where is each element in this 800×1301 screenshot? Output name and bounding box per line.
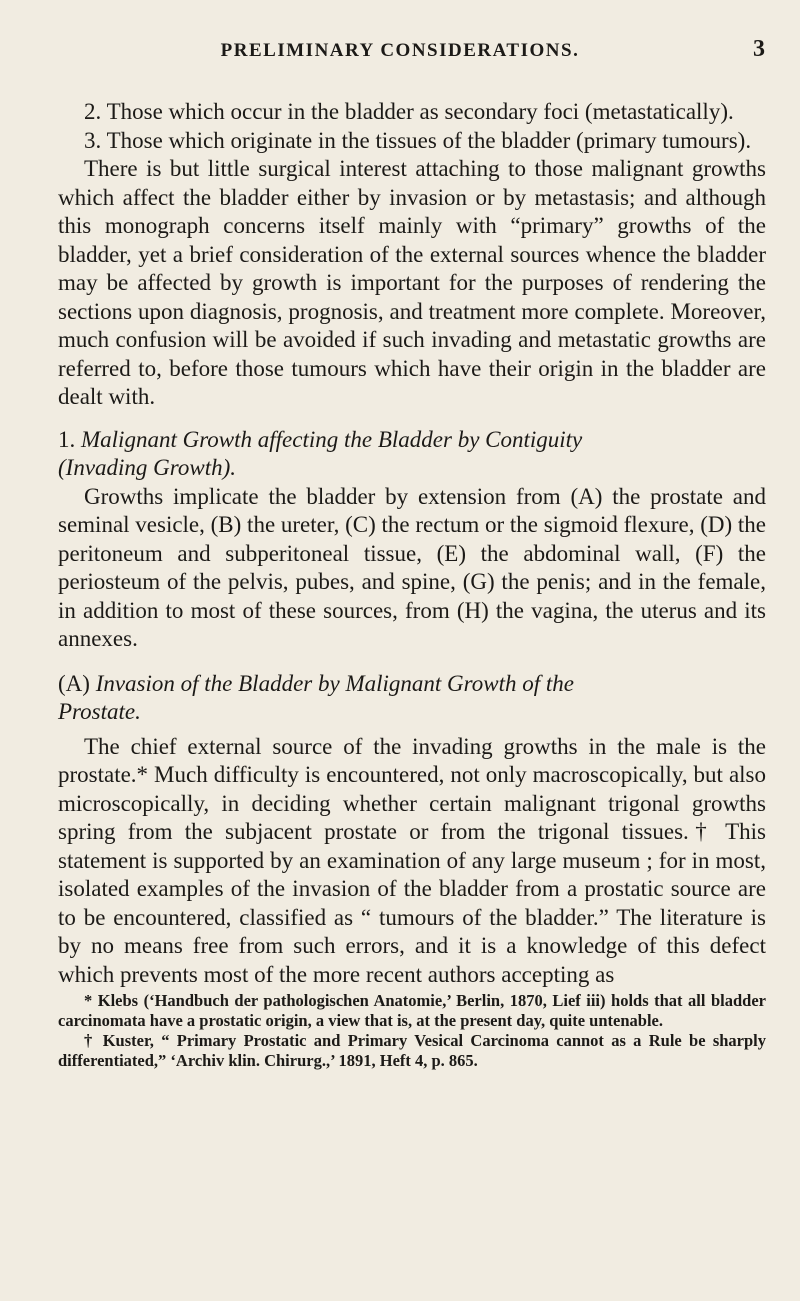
list-item: 3. Those which originate in the tissues of the bladder (primary tumours). xyxy=(84,127,752,153)
paragraph-sources: Growths implicate the bladder by extension from (A) the prostate and seminal vesicle, (B) the ureter, (C) the rectum or the sigmoid flexure, (D) the peritoneum and subperitoneal tissue, (E) the abdominal wall, (F) the periosteum of the pelvis, pubes, and spine, (G) the penis; and in the female, in addition to most of these sources, from (H) the vagina, the uterus and its annexes. xyxy=(58,483,767,651)
footnote: † Kuster, “ Primary Prostatic and Primary Vesical Carcinoma cannot as a Rule be sharply differentiated,” ‘Archiv klin. Chirurg.,’ 1891, Heft 4, p. 865. xyxy=(58,1031,766,1070)
section-heading-2-subtitle: Prostate. xyxy=(58,699,141,724)
section-heading-1 xyxy=(58,426,766,483)
section-heading-1-subtitle: (Invading Growth). xyxy=(58,455,237,480)
section-heading-1-title: Malignant Growth affecting the Bladder by Contiguity xyxy=(81,426,583,452)
footnote: * Klebs (‘Handbuch der pathologischen Anatomie,’ Berlin, 1870, Lief iii) holds that all bladder carcinomata have a prostatic origin, a view that is, at the present day, quite untenable. xyxy=(58,991,766,1030)
paragraph-intro: There is but little surgical interest attaching to those malignant growths which affect the bladder either by invasion or by metastasis; and although this monograph concerns itself mainly with “primary” growths of the bladder, yet a brief consideration of the external sources whence the bladder may be affected by growth is important for the purposes of rendering the sections upon diagnosis, prognosis, and treatment more complete. Moreover, much confusion will be avoided if such invading and metastatic growths are referred to, before those tumours which have their origin in the bladder are dealt with. xyxy=(58,156,766,409)
page-body xyxy=(58,98,766,1071)
section-heading-2-label: (A) xyxy=(58,670,90,696)
page-number: 3 xyxy=(753,36,765,62)
section-heading-2 xyxy=(58,670,766,727)
paragraph-prostate: The chief external source of the invading growths in the male is the prostate.* Much difficulty is encountered, not only macroscopically, but also microscopically, in deciding whether certain malignant trigonal growths spring from the subjacent prostate or from the trigonal tissues.† This statement is supported by an examination of any large museum ; for in most, isolated examples of the invasion of the bladder from a prostatic source are to be encountered, classified as “ tumours of the bladder.” The literature is by no means free from such errors, and it is a knowledge of this defect which prevents most of the more recent authors accepting as xyxy=(58,733,766,987)
running-head: PRELIMINARY CONSIDERATIONS. xyxy=(220,40,580,61)
footnotes xyxy=(58,991,766,1071)
list-item: 2. Those which occur in the bladder as secondary foci (metastatically). xyxy=(84,99,734,124)
section-heading-1-number: 1. xyxy=(58,426,76,452)
section-heading-2-title: Invasion of the Bladder by Malignant Growth of the xyxy=(95,670,574,696)
